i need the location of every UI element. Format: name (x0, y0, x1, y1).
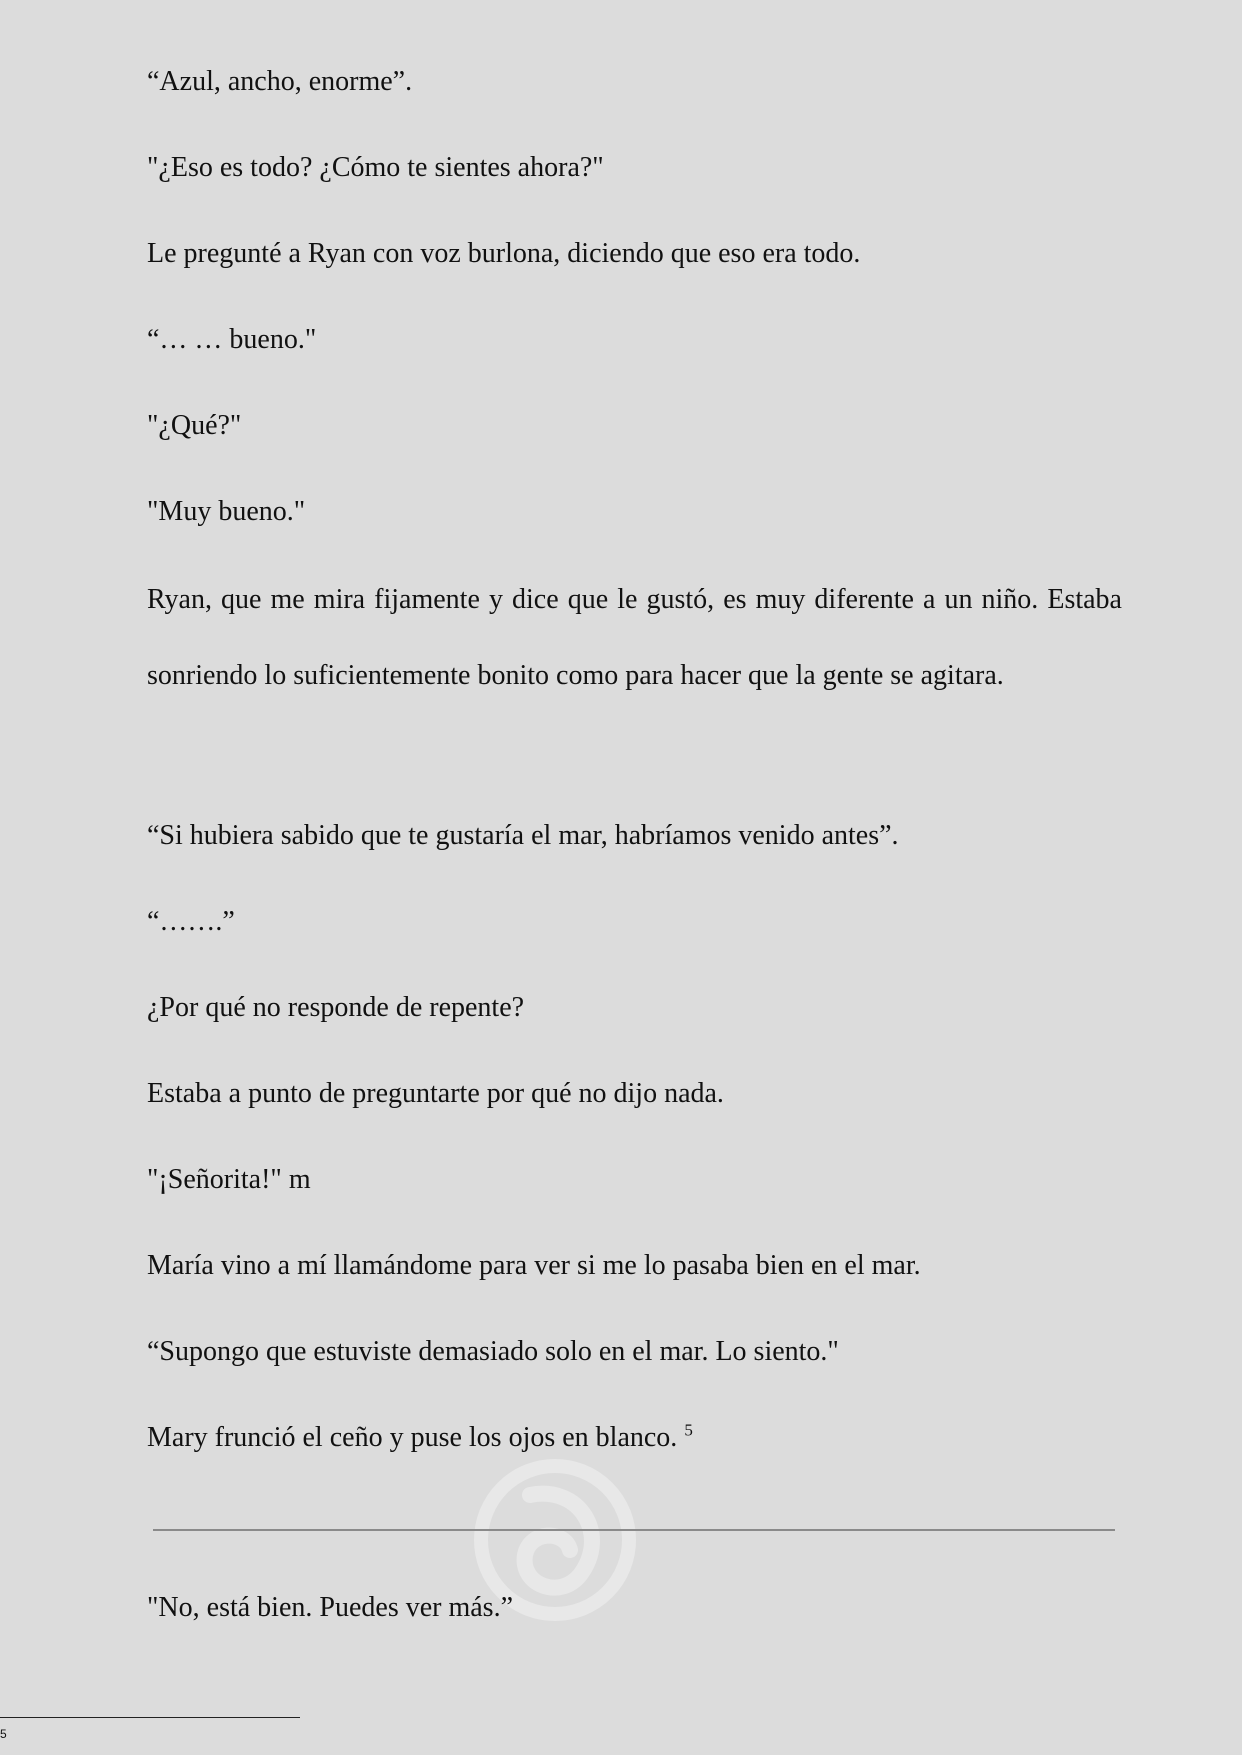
paragraph: Ryan, que me mira fijamente y dice que le gustó, es muy diferente a un niño. Estaba sonriendo lo suficientemente bonito como para hacer que la gente se agitara. (147, 584, 1122, 691)
paragraph: Estaba a punto de preguntarte por qué no dijo nada. (147, 1078, 724, 1109)
paragraph-text: Mary frunció el ceño y puse los ojos en blanco. (147, 1422, 678, 1453)
footnote-rule (0, 1717, 300, 1718)
paragraph: "¿Qué?" (147, 410, 242, 441)
footnote-reference[interactable]: 5 (684, 1420, 693, 1440)
paragraph: “… … bueno." (147, 324, 317, 355)
paragraph: ¿Por qué no responde de repente? (147, 992, 525, 1023)
paragraph: "¡Señorita!" m (147, 1164, 311, 1195)
paragraph: “…….” (147, 906, 235, 937)
section-divider (153, 1529, 1115, 1531)
paragraph: “Supongo que estuviste demasiado solo en el mar. Lo siento." (147, 1336, 839, 1367)
paragraph: Le pregunté a Ryan con voz burlona, diciendo que eso era todo. (147, 238, 861, 269)
paragraph: “Azul, ancho, enorme”. (147, 66, 413, 97)
paragraph: "No, está bien. Puedes ver más.” (147, 1592, 513, 1623)
paragraph (147, 1420, 1122, 1456)
paragraph: "¿Eso es todo? ¿Cómo te sientes ahora?" (147, 152, 604, 183)
paragraph: "Muy bueno." (147, 496, 306, 527)
paragraph: “Si hubiera sabido que te gustaría el mar, habríamos venido antes”. (147, 820, 899, 851)
paragraph: María vino a mí llamándome para ver si me lo pasaba bien en el mar. (147, 1250, 921, 1281)
footnote-number: 5 (0, 1727, 7, 1741)
